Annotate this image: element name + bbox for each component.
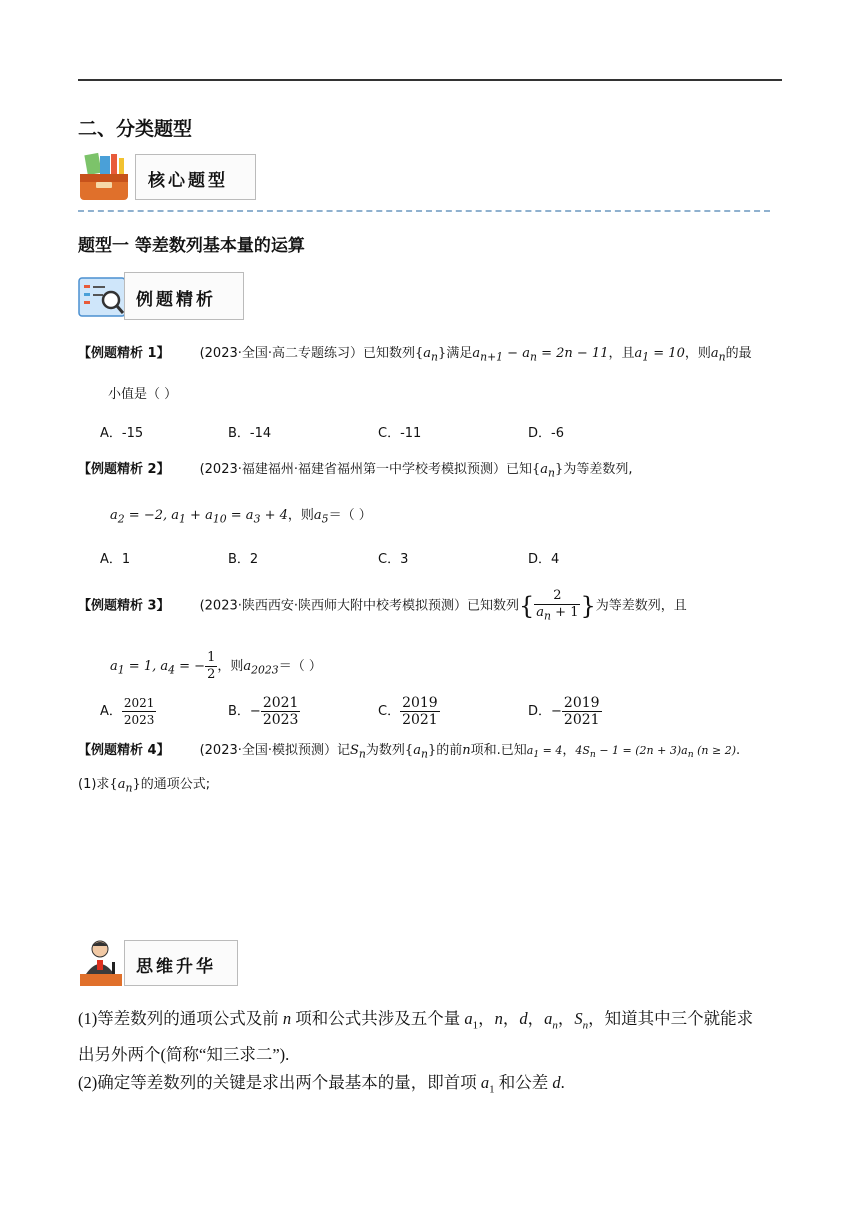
banner-core-type-label: 核心题型 (148, 171, 228, 191)
q1-option-d[interactable]: D．-6 (528, 426, 564, 441)
q3-option-d[interactable]: D．− $\frac{2019}{2021}$ (528, 695, 600, 728)
sequence-fraction: { (519, 592, 535, 620)
question-1: 【例题精析 1】 (2023·全国·高二专题练习）已知数列$\{a_n\}$满足$a_{n+1} - a_n = 2n - 11$，且$a_1 = 10$，则$a_n$的最 (78, 346, 752, 364)
teacher-icon (78, 938, 124, 988)
q3-option-a[interactable]: A． $\frac{2021}{2023}$ (100, 696, 155, 727)
question-1-source: (2023·全国·高二专题练习）已知数列 (199, 346, 415, 361)
banner-summary-label: 思维升华 (136, 957, 216, 977)
q2-option-b[interactable]: B．2 (228, 552, 259, 567)
example-analysis-banner (78, 272, 248, 322)
magnifier-icon (78, 276, 128, 318)
section-title: 二、分类题型 (78, 118, 193, 140)
question-4-label: 【例题精析 4】 (78, 743, 170, 758)
summary-point-1: (1)等差数列的通项公式及前 n 项和公式共涉及五个量 $a_1$，n，d，$a_n$，$S_n$，知道其中三个就能求 出另外两个(简称“知三求二”). (78, 1009, 754, 1065)
question-2: 【例题精析 2】 (2023·福建福州·福建省福州第一中学校考模拟预测）已知$\{a_n\}$为等差数列, (78, 462, 633, 480)
q2-option-d[interactable]: D．4 (528, 552, 560, 567)
question-2-line2: $a_2 = -2$, $a_1 + a_{10} = a_3 + 4$，则$a_5=$（ ） (110, 508, 372, 526)
q1-option-c[interactable]: C．-11 (378, 426, 422, 441)
q1-option-b[interactable]: B．-14 (228, 426, 272, 441)
question-type-title: 题型一 等差数列基本量的运算 (78, 236, 305, 256)
banner-example-label: 例题精析 (136, 290, 216, 310)
sequence-an: $\{a_n\}$ (415, 346, 447, 364)
question-1-line2: 小值是（ ） (108, 387, 178, 402)
recurrence-formula: $a_{n+1} - a_n = 2n - 11$ (472, 346, 609, 364)
question-1-label: 【例题精析 1】 (78, 346, 170, 361)
question-3-label: 【例题精析 3】 (78, 598, 170, 614)
question-2-label: 【例题精析 2】 (78, 462, 170, 477)
question-3-source: (2023·陕西西安·陕西师大附中校考模拟预测）已知数列 (199, 598, 519, 614)
q1-option-a[interactable]: A．-15 (100, 426, 144, 441)
dashed-divider (78, 210, 770, 212)
question-3-line2: $a_1 = 1$, $a_4$ = − $\frac{1}{2}$ ，则$a_{2023}=$（ ） (110, 650, 322, 682)
question-3: 【例题精析 3】 (2023·陕西西安·陕西师大附中校考模拟预测）已知数列{ $\frac{2}{a_n + 1}$ }为等差数列，且 (78, 587, 687, 623)
q2-option-a[interactable]: A．1 (100, 552, 131, 567)
q2-option-c[interactable]: C．3 (378, 552, 409, 567)
briefcase-icon (78, 152, 130, 202)
question-4-part-1: (1)求$\{a_n\}$的通项公式; (78, 777, 211, 795)
core-type-banner (78, 152, 258, 202)
question-4: 【例题精析 4】 (2023·全国·模拟预测）记$S_n$为数列$\{a_n\}$的前n项和.已知$a_1 = 4$，$4S_n - 1 = (2n + 3)a_n$ (n ≥ 2). (78, 743, 741, 761)
question-2-source: (2023·福建福州·福建省福州第一中学校考模拟预测）已知 (199, 462, 532, 477)
condition-formula: $a_2 = -2$, $a_1 + a_{10} = a_3 + 4$ (110, 508, 288, 526)
summary-point-2: (2)确定等差数列的关键是求出两个最基本的量，即首项 $a_1$ 和公差 d. (78, 1073, 565, 1096)
initial-term: $a_1 = 10$ (634, 346, 685, 364)
q3-option-c[interactable]: C． $\frac{2019}{2021}$ (378, 695, 438, 728)
thinking-summary-banner (78, 938, 240, 988)
question-4-source: (2023·全国·模拟预测）记 (199, 743, 350, 758)
q3-option-b[interactable]: B．− $\frac{2021}{2023}$ (228, 695, 299, 728)
header-rule (78, 79, 782, 81)
